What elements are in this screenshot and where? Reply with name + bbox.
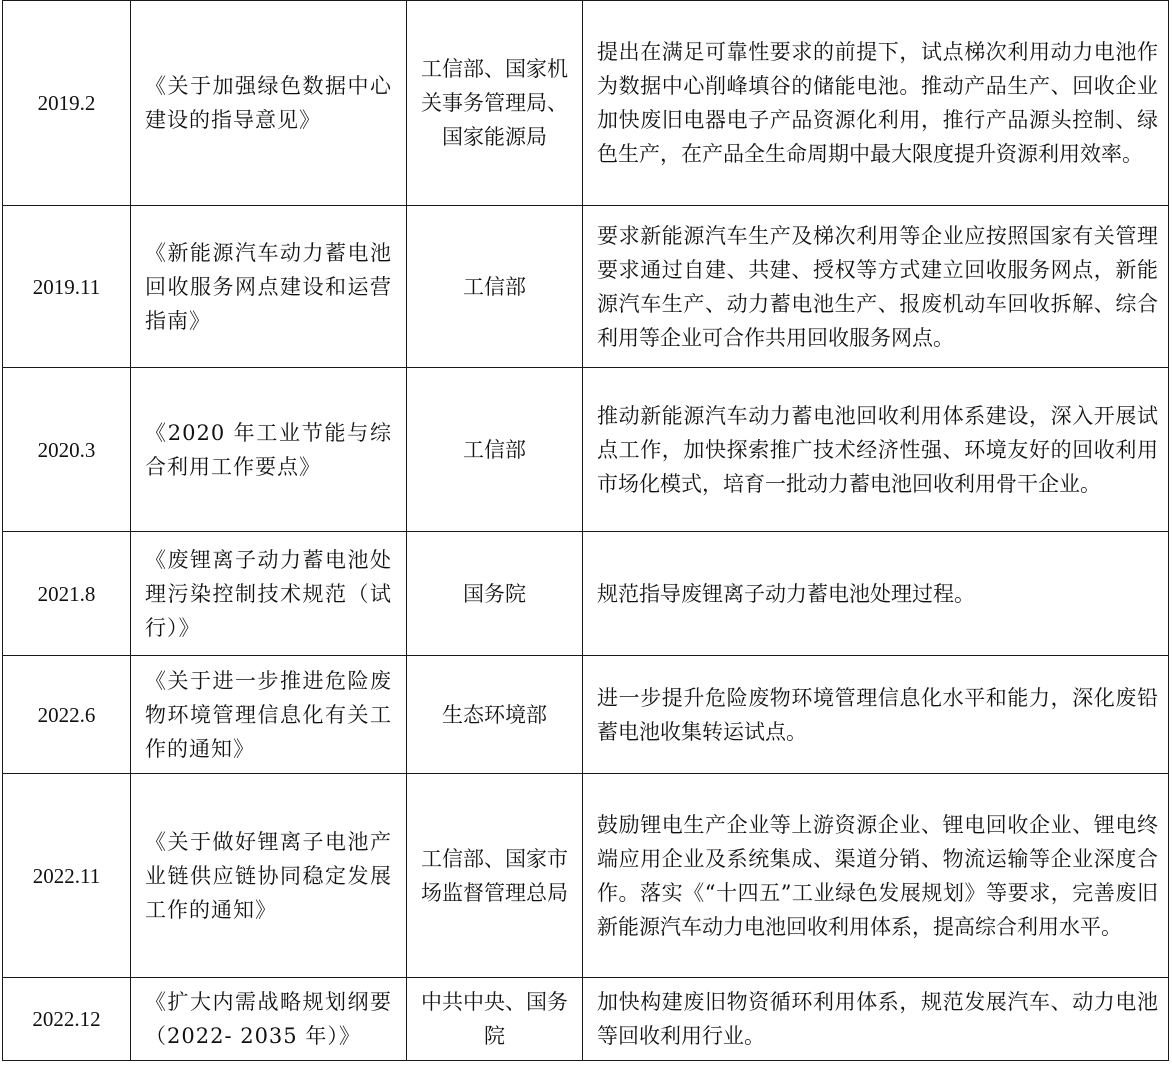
- content-cell: [583, 532, 1169, 656]
- table-row: [3, 978, 1169, 1061]
- content-text: 加快构建废旧物资循环利用体系，规范发展汽车、动力电池等回收利用行业。: [597, 990, 1158, 1048]
- dept-text: 工信部: [463, 437, 526, 462]
- table-row: [3, 656, 1169, 774]
- date-text: 2019.2: [37, 91, 96, 115]
- date-text: 2020.3: [37, 437, 96, 462]
- date-cell: [3, 774, 131, 978]
- title-cell: [131, 368, 407, 532]
- table-row: [3, 206, 1169, 368]
- title-cell: [131, 774, 407, 978]
- policy-title-text: 《新能源汽车动力蓄电池回收服务网点建设和运营指南》: [145, 240, 392, 333]
- policy-title-text: 《2020 年工业节能与综合利用工作要点》: [145, 420, 392, 479]
- date-cell: [3, 368, 131, 532]
- date-cell: [3, 1, 131, 206]
- table-row: [3, 1, 1169, 206]
- content-cell: [583, 206, 1169, 368]
- dept-text: 国务院: [463, 581, 526, 606]
- dept-text: 工信部、国家市场监督管理总局: [421, 846, 568, 905]
- content-text: 鼓励锂电生产企业等上游资源企业、锂电回收企业、锂电终端应用企业及系统集成、渠道分销、物流运输等企业深度合作。落实《“十四五”工业绿色发展规划》等要求，完善废旧新能源汽车动力电池回收利用体系，提高综合利用水平。: [597, 812, 1158, 939]
- policy-table: [2, 0, 1169, 1061]
- policy-title-text: 《废锂离子动力蓄电池处理污染控制技术规范（试行）》: [145, 547, 392, 640]
- policy-title-text: 《扩大内需战略规划纲要（2022- 2035 年）》: [145, 990, 392, 1048]
- date-text: 2022.12: [32, 1007, 101, 1031]
- content-cell: [583, 774, 1169, 978]
- dept-cell: [407, 978, 583, 1061]
- dept-text: 工信部: [463, 274, 526, 299]
- table-row: [3, 774, 1169, 978]
- title-cell: [131, 978, 407, 1061]
- date-cell: [3, 532, 131, 656]
- dept-cell: [407, 656, 583, 774]
- date-cell: [3, 978, 131, 1061]
- content-cell: [583, 368, 1169, 532]
- date-text: 2022.6: [37, 702, 96, 727]
- policy-title-text: 《关于做好锂离子电池产业链供应链协同稳定发展工作的通知》: [145, 829, 392, 922]
- date-text: 2022.11: [32, 863, 101, 888]
- content-text: 进一步提升危险废物环境管理信息化水平和能力，深化废铅蓄电池收集转运试点。: [597, 685, 1158, 744]
- content-cell: [583, 978, 1169, 1061]
- dept-text: 生态环境部: [442, 702, 547, 727]
- content-text: 规范指导废锂离子动力蓄电池处理过程。: [597, 581, 975, 606]
- table-row: [3, 532, 1169, 656]
- policy-title-text: 《关于进一步推进危险废物环境管理信息化有关工作的通知》: [145, 668, 392, 761]
- content-text: 提出在满足可靠性要求的前提下，试点梯次利用动力电池作为数据中心削峰填谷的储能电池。推动产品生产、回收企业加快废旧电器电子产品资源化利用，推行产品源头控制、绿色生产，在产品全生命周期中最大限度提升资源利用效率。: [597, 40, 1158, 166]
- content-cell: [583, 1, 1169, 206]
- dept-cell: [407, 532, 583, 656]
- dept-cell: [407, 206, 583, 368]
- title-cell: [131, 656, 407, 774]
- dept-cell: [407, 774, 583, 978]
- title-cell: [131, 532, 407, 656]
- date-cell: [3, 656, 131, 774]
- dept-text: 中共中央、国务院: [421, 990, 568, 1048]
- title-cell: [131, 1, 407, 206]
- dept-cell: [407, 368, 583, 532]
- content-cell: [583, 656, 1169, 774]
- table-row: [3, 368, 1169, 532]
- policy-title-text: 《关于加强绿色数据中心建设的指导意见》: [145, 74, 392, 132]
- dept-text: 工信部、国家机关事务管理局、国家能源局: [421, 57, 568, 149]
- title-cell: [131, 206, 407, 368]
- content-text: 推动新能源汽车动力蓄电池回收利用体系建设，深入开展试点工作，加快探索推广技术经济性强、环境友好的回收利用市场化模式，培育一批动力蓄电池回收利用骨干企业。: [597, 403, 1158, 496]
- dept-cell: [407, 1, 583, 206]
- content-text: 要求新能源汽车生产及梯次利用等企业应按照国家有关管理要求通过自建、共建、授权等方式建立回收服务网点，新能源汽车生产、动力蓄电池生产、报废机动车回收拆解、综合利用等企业可合作共用回收服务网点。: [597, 223, 1158, 350]
- date-text: 2021.8: [37, 581, 96, 606]
- date-cell: [3, 206, 131, 368]
- date-text: 2019.11: [32, 274, 101, 299]
